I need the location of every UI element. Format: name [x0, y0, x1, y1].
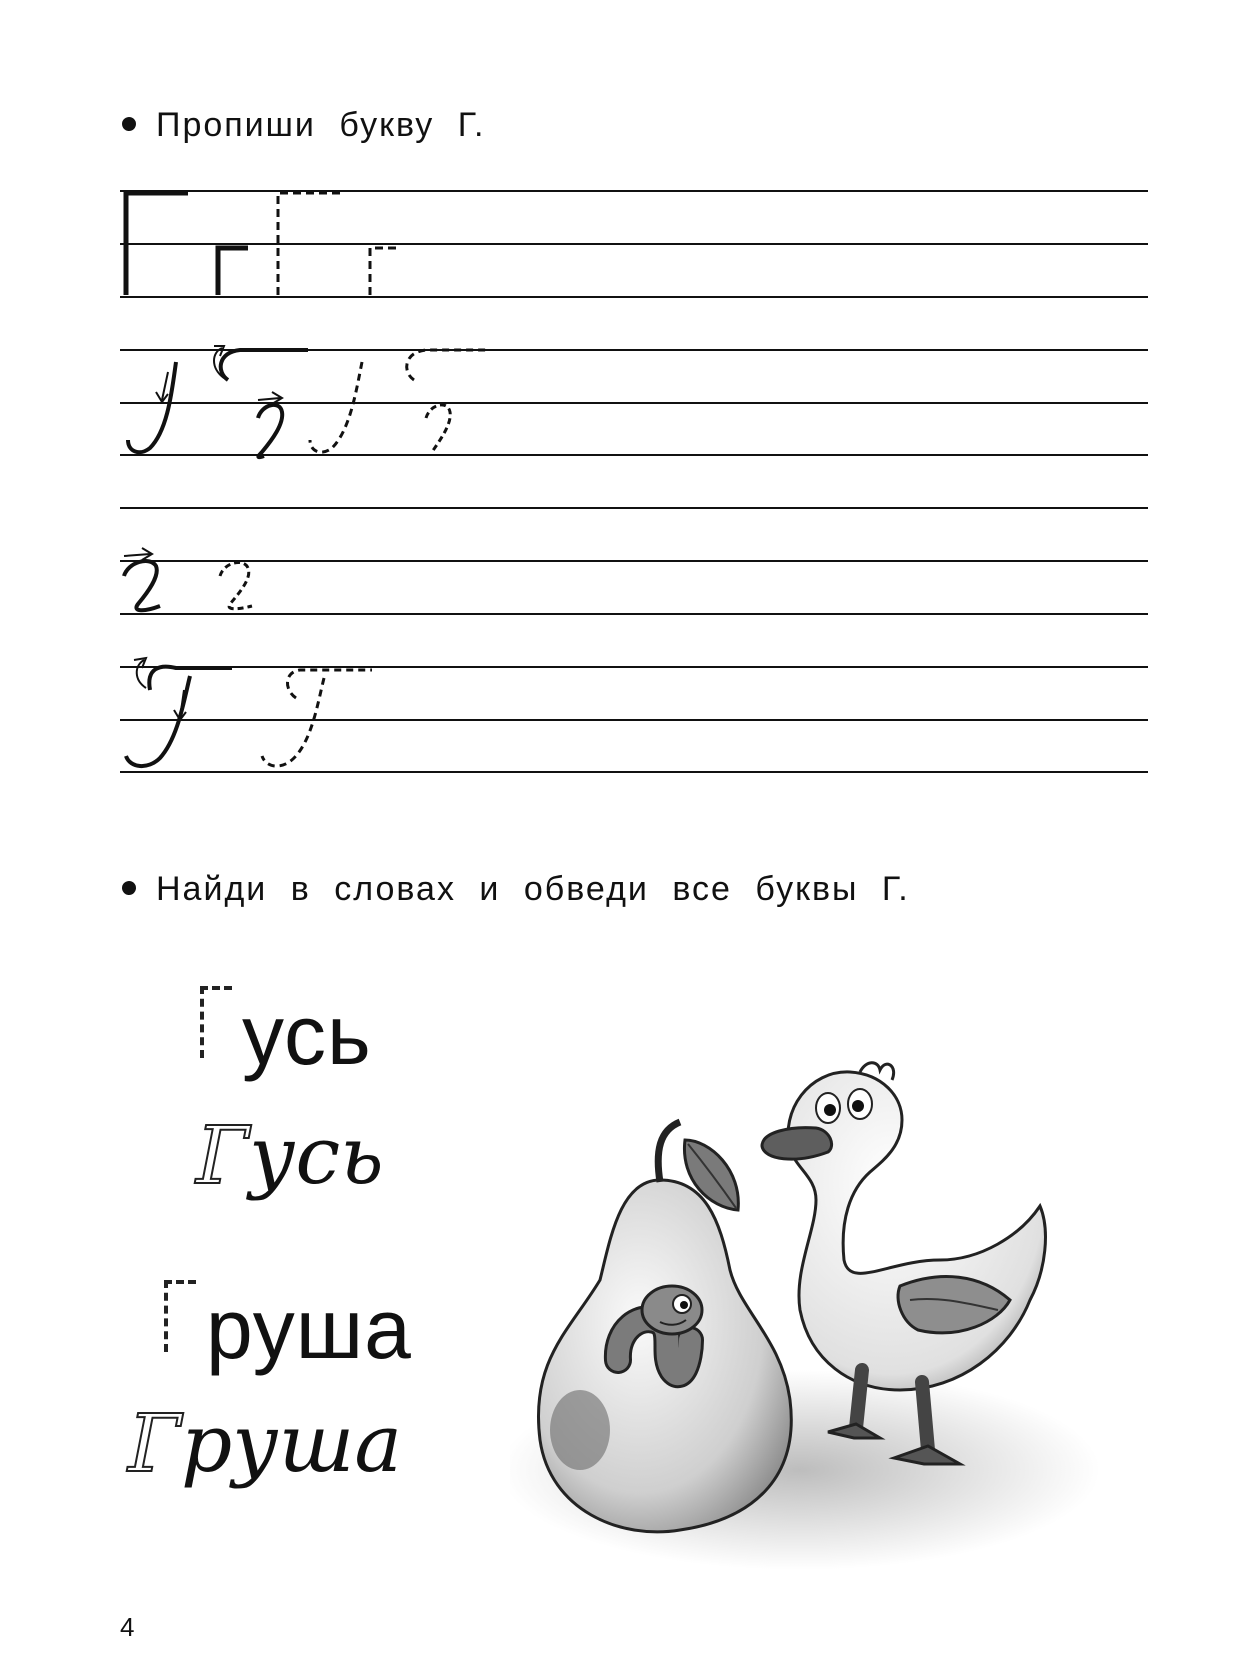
- word-grusha-printed: [160, 1280, 412, 1376]
- sample-cursive-lowercase-g: [258, 405, 282, 457]
- instruction-text: Пропиши букву Г.: [156, 106, 486, 144]
- beak-icon: [762, 1128, 832, 1159]
- word-gus-printed: [196, 986, 372, 1082]
- stroke-arrow-icon: [156, 372, 168, 402]
- dashed-cursive-lowercase-g: [426, 405, 450, 452]
- stroke-arrow-icon: [124, 548, 152, 560]
- word-grusha-cursive: [128, 1397, 403, 1490]
- instruction-text: Найди в словах и обведи все буквы Г.: [156, 870, 910, 908]
- bullet-icon: [122, 881, 136, 895]
- sample-cursive-uppercase-g-stroke1: [128, 362, 176, 452]
- dashed-cursive-lowercase-g-row3: [220, 562, 252, 608]
- sample-cursive-uppercase-g-variant: [126, 667, 232, 766]
- dashed-cursive-uppercase-g-variant: [262, 670, 372, 766]
- word-gus-cursive: [196, 1109, 384, 1202]
- dashed-letter-g[interactable]: [160, 1280, 206, 1358]
- word-rest: руша: [180, 1397, 403, 1490]
- sample-print-lowercase-g: [218, 248, 248, 295]
- dashed-print-lowercase-g: [370, 248, 400, 295]
- instruction-find-letter: [122, 870, 910, 909]
- sample-cursive-lowercase-g-row3: [124, 561, 160, 610]
- dashed-cursive-uppercase-g: [310, 350, 486, 452]
- sample-cursive-uppercase-g-stroke2: [221, 350, 308, 380]
- word-rest: усь: [242, 988, 372, 1082]
- illustration-pear-and-goose: [510, 1060, 1110, 1580]
- word-rest: руша: [206, 1282, 412, 1376]
- dashed-letter-g[interactable]: Г: [196, 1109, 249, 1202]
- dashed-letter-g[interactable]: [196, 986, 242, 1064]
- page-number: 4: [120, 1612, 135, 1642]
- dashed-letter-g[interactable]: Г: [128, 1397, 181, 1490]
- word-rest: усь: [248, 1109, 384, 1202]
